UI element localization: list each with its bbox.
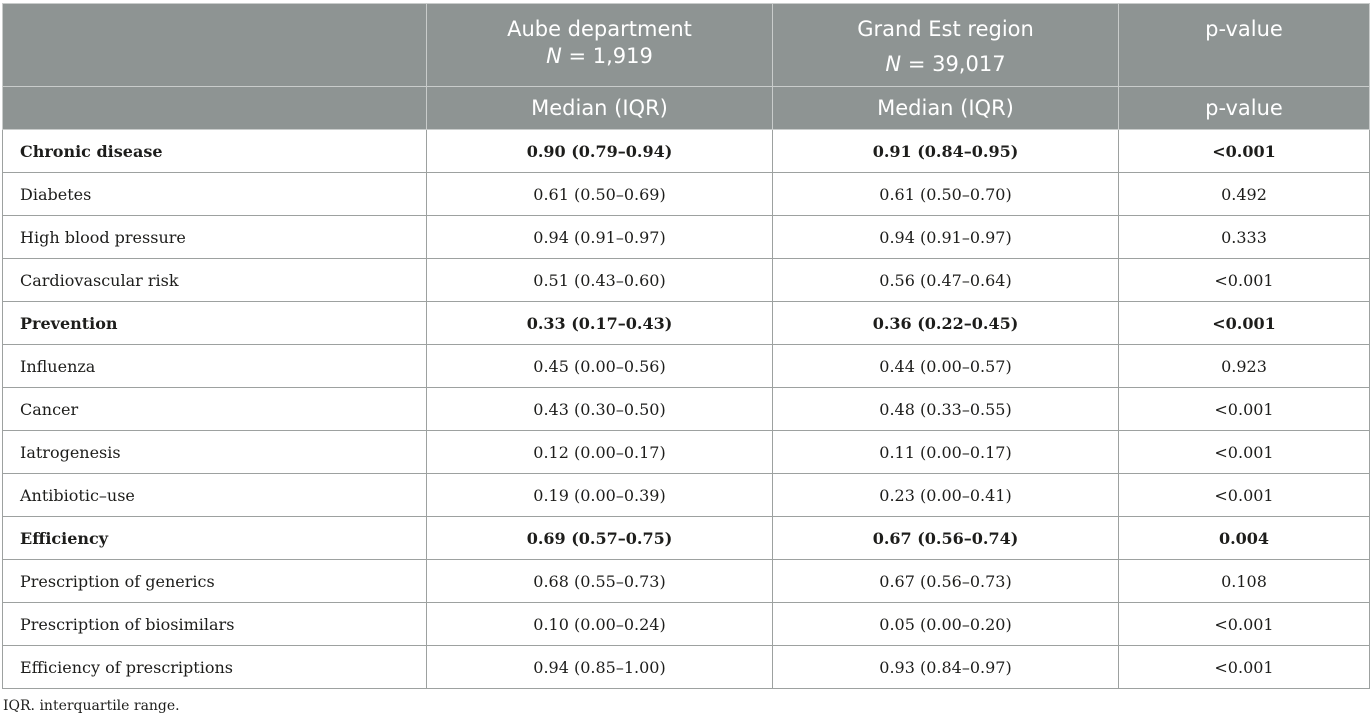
header-empty-cell	[3, 4, 427, 87]
aube-median-cell: 0.94 (0.91–0.97)	[427, 216, 773, 259]
grand-est-median-cell: 0.23 (0.00–0.41)	[773, 474, 1119, 517]
p-value-cell: <0.001	[1119, 474, 1370, 517]
table-row	[3, 560, 1370, 603]
p-value-cell: 0.923	[1119, 345, 1370, 388]
p-value-cell: <0.001	[1119, 431, 1370, 474]
aube-median-cell: 0.45 (0.00–0.56)	[427, 345, 773, 388]
p-value-cell: 0.492	[1119, 173, 1370, 216]
table-row	[3, 302, 1370, 345]
aube-median-cell: 0.10 (0.00–0.24)	[427, 603, 773, 646]
table-body	[3, 130, 1370, 689]
aube-median-cell: 0.51 (0.43–0.60)	[427, 259, 773, 302]
p-value-cell: <0.001	[1119, 259, 1370, 302]
subheader-grand-est: Median (IQR)	[773, 87, 1119, 130]
p-value-cell: <0.001	[1119, 130, 1370, 173]
table-row	[3, 474, 1370, 517]
grand-est-median-cell: 0.11 (0.00–0.17)	[773, 431, 1119, 474]
aube-median-cell: 0.33 (0.17–0.43)	[427, 302, 773, 345]
grand-est-median-cell: 0.94 (0.91–0.97)	[773, 216, 1119, 259]
header-aube-title: Aube department	[507, 17, 692, 41]
p-value-cell: <0.001	[1119, 646, 1370, 689]
row-label: Prescription of biosimilars	[3, 603, 427, 646]
header-aube-n-value: = 1,919	[561, 44, 653, 68]
header-grand-est-n	[773, 51, 1118, 78]
table-row	[3, 517, 1370, 560]
table-row	[3, 259, 1370, 302]
subheader-p-value: p-value	[1119, 87, 1370, 130]
p-value-cell: 0.004	[1119, 517, 1370, 560]
table-row	[3, 173, 1370, 216]
p-value-cell: 0.108	[1119, 560, 1370, 603]
row-label: Antibiotic–use	[3, 474, 427, 517]
table-row	[3, 603, 1370, 646]
grand-est-median-cell: 0.61 (0.50–0.70)	[773, 173, 1119, 216]
grand-est-median-cell: 0.56 (0.47–0.64)	[773, 259, 1119, 302]
subheader-empty-cell	[3, 87, 427, 130]
table-row	[3, 646, 1370, 689]
header-p-value-title: p-value	[1205, 17, 1283, 41]
aube-median-cell: 0.12 (0.00–0.17)	[427, 431, 773, 474]
row-label: Chronic disease	[3, 130, 427, 173]
header-aube-n-label: N	[546, 44, 562, 68]
aube-median-cell: 0.69 (0.57–0.75)	[427, 517, 773, 560]
grand-est-median-cell: 0.67 (0.56–0.74)	[773, 517, 1119, 560]
grand-est-median-cell: 0.91 (0.84–0.95)	[773, 130, 1119, 173]
header-row	[3, 4, 1370, 87]
header-aube	[427, 4, 773, 87]
table-row	[3, 431, 1370, 474]
subheader-row	[3, 87, 1370, 130]
grand-est-median-cell: 0.36 (0.22–0.45)	[773, 302, 1119, 345]
table-row	[3, 130, 1370, 173]
grand-est-median-cell: 0.93 (0.84–0.97)	[773, 646, 1119, 689]
aube-median-cell: 0.43 (0.30–0.50)	[427, 388, 773, 431]
p-value-cell: 0.333	[1119, 216, 1370, 259]
aube-median-cell: 0.61 (0.50–0.69)	[427, 173, 773, 216]
grand-est-median-cell: 0.67 (0.56–0.73)	[773, 560, 1119, 603]
p-value-cell: <0.001	[1119, 388, 1370, 431]
row-label: Efficiency of prescriptions	[3, 646, 427, 689]
row-label: Iatrogenesis	[3, 431, 427, 474]
p-value-cell: <0.001	[1119, 603, 1370, 646]
aube-median-cell: 0.68 (0.55–0.73)	[427, 560, 773, 603]
row-label: High blood pressure	[3, 216, 427, 259]
header-grand-est-n-label: N	[885, 52, 902, 76]
row-label: Prescription of generics	[3, 560, 427, 603]
row-label: Prevention	[3, 302, 427, 345]
header-grand-est-title: Grand Est region	[857, 17, 1034, 41]
row-label: Cancer	[3, 388, 427, 431]
aube-median-cell: 0.90 (0.79–0.94)	[427, 130, 773, 173]
grand-est-median-cell: 0.44 (0.00–0.57)	[773, 345, 1119, 388]
grand-est-median-cell: 0.05 (0.00–0.20)	[773, 603, 1119, 646]
header-aube-n	[427, 43, 772, 70]
table-row	[3, 216, 1370, 259]
subheader-aube: Median (IQR)	[427, 87, 773, 130]
grand-est-median-cell: 0.48 (0.33–0.55)	[773, 388, 1119, 431]
header-p-value	[1119, 4, 1370, 87]
table-row	[3, 388, 1370, 431]
row-label: Diabetes	[3, 173, 427, 216]
table-footnote: IQR. interquartile range.	[3, 698, 180, 714]
results-table-container	[2, 3, 1369, 689]
p-value-cell: <0.001	[1119, 302, 1370, 345]
aube-median-cell: 0.94 (0.85–1.00)	[427, 646, 773, 689]
row-label: Cardiovascular risk	[3, 259, 427, 302]
row-label: Efficiency	[3, 517, 427, 560]
header-grand-est-n-value: = 39,017	[901, 52, 1006, 76]
header-grand-est	[773, 4, 1119, 87]
table-row	[3, 345, 1370, 388]
results-table	[2, 3, 1370, 689]
aube-median-cell: 0.19 (0.00–0.39)	[427, 474, 773, 517]
row-label: Influenza	[3, 345, 427, 388]
